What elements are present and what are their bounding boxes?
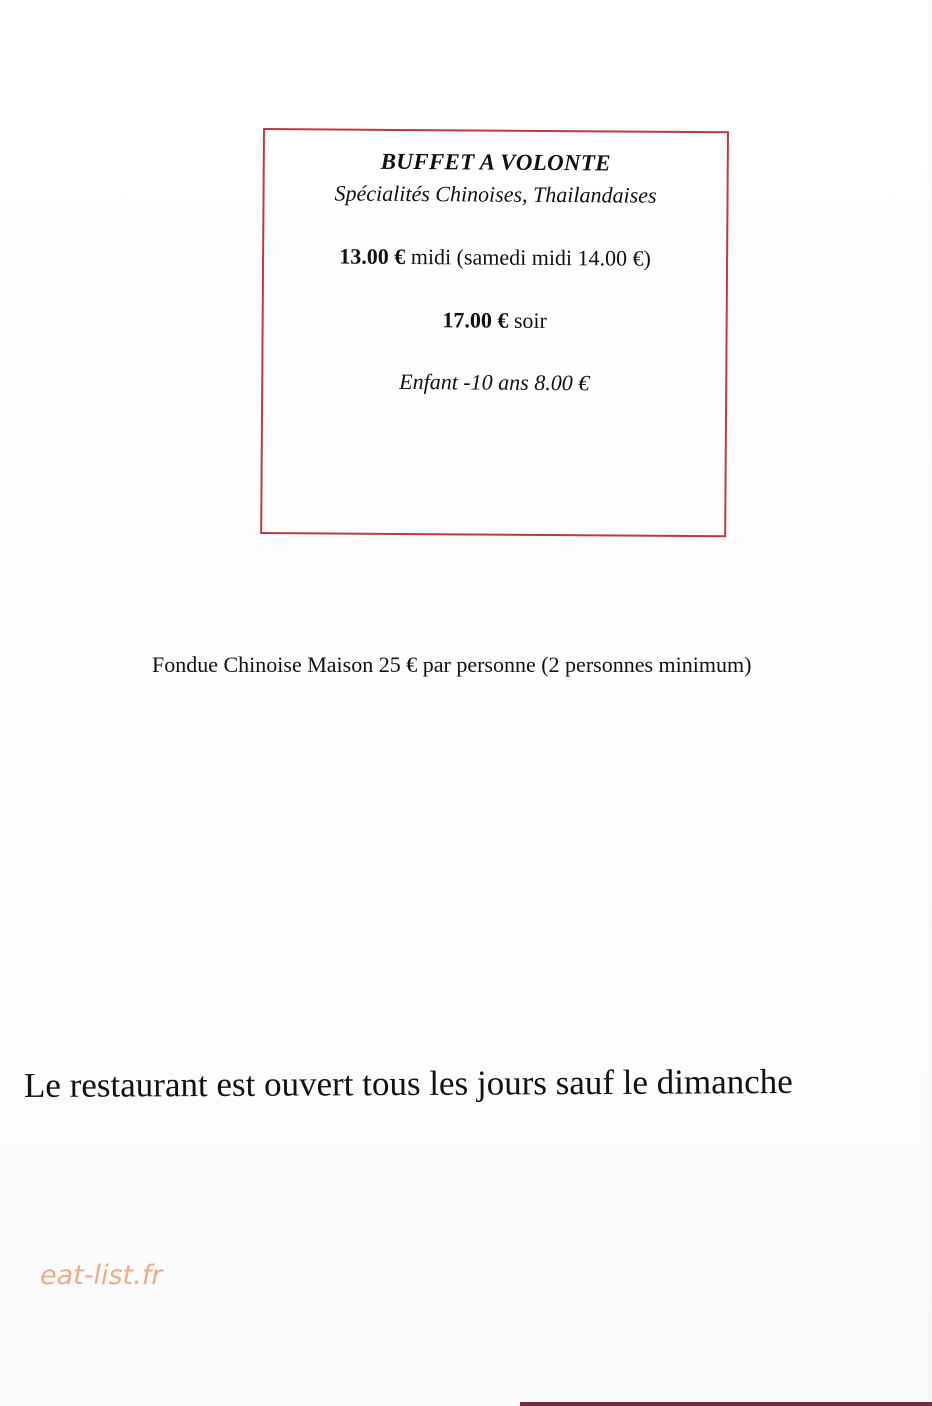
- buffet-subtitle: Spécialités Chinoises, Thailandaises: [334, 180, 657, 208]
- bottom-edge: [520, 1402, 932, 1406]
- price-midi-text: midi (samedi midi 14.00 €): [405, 243, 652, 271]
- price-soir: [264, 306, 726, 335]
- buffet-title: BUFFET A VOLONTE: [380, 148, 611, 176]
- price-midi-amount: 13.00 €: [339, 243, 406, 269]
- page-edge-shadow: [926, 0, 932, 1406]
- price-soir-amount: 17.00 €: [442, 307, 509, 333]
- price-enfant: Enfant -10 ans 8.00 €: [399, 368, 590, 396]
- price-midi: [264, 243, 726, 272]
- opening-hours: Le restaurant est ouvert tous les jours sauf le dimanche: [23, 1061, 793, 1105]
- fondue-offer: Fondue Chinoise Maison 25 € par personne (2 personnes minimum): [152, 652, 752, 677]
- watermark: eat-list.fr: [40, 1260, 163, 1291]
- buffet-box: [260, 128, 729, 537]
- price-soir-text: soir: [508, 307, 548, 333]
